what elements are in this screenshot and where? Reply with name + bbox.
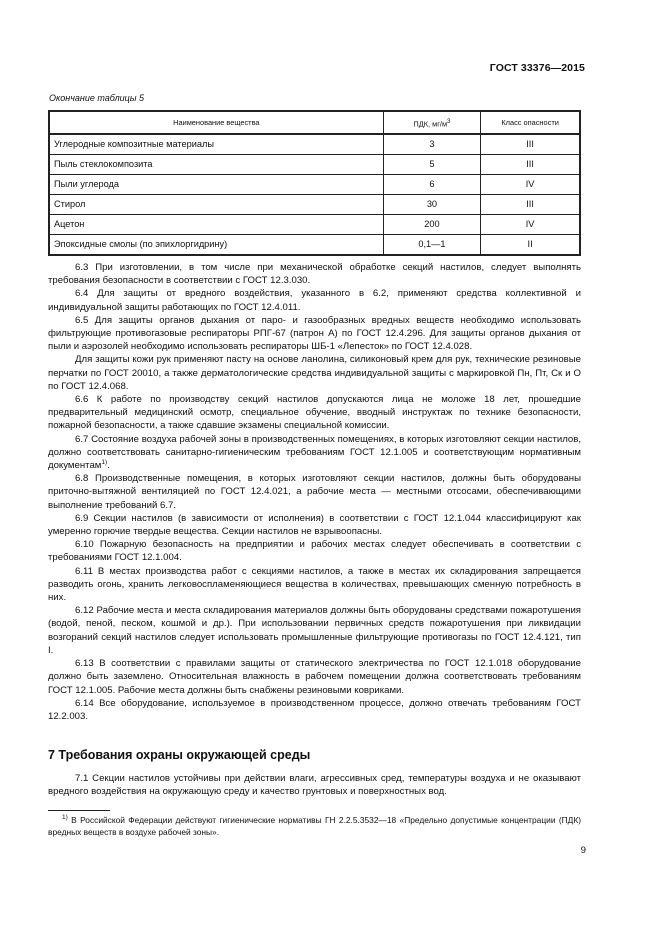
paragraph-6-7 — [48, 433, 581, 473]
page-number: 9 — [580, 845, 586, 856]
paragraph-6-8: 6.8 Производственные помещения, в которых изготовляют секции настилов, должны быть оборудованы приточно-вытяжной вентиляцией по ГОСТ 12.4.021, а рабочие места — местными отсосами, обеспечивающими выполнение требований 6.7. — [48, 473, 581, 511]
footnote-paragraph — [48, 815, 581, 838]
document-standard-header: ГОСТ 33376—2015 — [489, 62, 585, 74]
substance-name: Ацетон — [49, 215, 383, 235]
table-header-row — [49, 111, 580, 134]
paragraph-6-10: 6.10 Пожарную безопасность на предприятии и рабочих местах следует обеспечивать в соответствии с требованиями ГОСТ 12.1.004. — [48, 539, 581, 564]
paragraph-6-6: 6.6 К работе по производству секций настилов допускаются лица не моложе 18 лет, прошедшие предварительный медицинский осмотр, специальное обучение, вводный инструктаж по технике безопасности, пожарной безопасности, а также сдавшие экзамены специальной комиссии. — [48, 394, 581, 432]
hazard-class: III — [481, 195, 580, 215]
column-header-substance: Наименование вещества — [49, 111, 383, 134]
substance-name: Эпоксидные смолы (по эпихлоргидрину) — [49, 235, 383, 256]
paragraph-6-11: 6.11 В местах производства работ с секциями настилов, а также в местах их складирования запрещается разводить огонь, хранить легковоспламеняющиеся вещества в количествах, превышающих сменную потребность в них. — [48, 565, 581, 604]
substances-table — [48, 110, 581, 256]
column-header-pdk — [383, 111, 481, 134]
paragraph-7-1: 7.1 Секции настилов устойчивы при действии влаги, агрессивных сред, температуры воздуха и не оказывают вредного воздействия на окружающую среду и качество грунтовых и поверхностных вод. — [48, 773, 581, 798]
section-6-body — [48, 261, 581, 723]
paragraph-6-7-end: . — [107, 460, 110, 472]
pdk-unit-exponent: 3 — [447, 118, 451, 125]
footnote-divider — [48, 810, 110, 811]
paragraph-6-14: 6.14 Все оборудование, используемое в производственном процессе, должно отвечать требованиям ГОСТ 12.2.003. — [48, 697, 581, 722]
hazard-class: IV — [481, 215, 580, 235]
section-7-body — [48, 772, 581, 798]
pdk-value: 0,1—1 — [383, 235, 481, 256]
table-row — [49, 134, 580, 155]
footnote-text: В Российской Федерации действуют гигиенические нормативы ГН 2.2.5.3532—18 «Предельно допустимые концентрации (ПДК) вредных веществ в воздухе рабочей зоны». — [48, 815, 581, 837]
paragraph-skin-protection: Для защиты кожи рук применяют пасту на основе ланолина, силиконовый крем для рук, технические резиновые перчатки по ГОСТ 20010, а также дерматологические средства индивидуальной защиты с маркировкой Пн, Пт, Ск и О по ГОСТ 12.4.068. — [48, 354, 581, 392]
hazard-class: II — [481, 235, 580, 256]
table-row — [49, 175, 580, 195]
table-row — [49, 215, 580, 235]
pdk-value: 200 — [383, 215, 481, 235]
substance-name: Пыль стеклокомпозита — [49, 155, 383, 175]
pdk-value: 3 — [383, 134, 481, 155]
column-header-hazard-class: Класс опасности — [481, 111, 580, 134]
substance-name: Пыли углерода — [49, 175, 383, 195]
paragraph-6-9: 6.9 Секции настилов (в зависимости от исполнения) в соответствии с ГОСТ 12.1.044 классифицируют как умеренно горючие твердые вещества. Секции настилов не взрывоопасны. — [48, 512, 581, 538]
table-caption: Окончание таблицы 5 — [49, 93, 144, 103]
pdk-value: 5 — [383, 155, 481, 175]
footnote — [48, 815, 581, 838]
paragraph-6-13: 6.13 В соответствии с правилами защиты от статического электричества по ГОСТ 12.1.018 оборудование должно быть заземлено. Относительная влажность в рабочем помещении должна соответствовать требованиям ГОСТ 12.1.005. Рабочие места должны быть снабжены резиновыми ковриками. — [48, 658, 581, 696]
section-7-title: 7 Требования охраны окружающей среды — [48, 748, 311, 762]
paragraph-6-7-text: 6.7 Состояние воздуха рабочей зоны в производственных помещениях, в которых изготовляют секции настилов, должно соответствовать санитарно-гигиеническим требованиям ГОСТ 12.1.005 и соответствующим нормативным документам — [48, 433, 581, 472]
hazard-class: III — [481, 155, 580, 175]
pdk-value: 6 — [383, 175, 481, 195]
table-row — [49, 235, 580, 256]
hazard-class: IV — [481, 175, 580, 195]
paragraph-6-5: 6.5 Для защиты органов дыхания от паро- и газообразных вредных веществ необходимо использовать фильтрующие противогазовые респираторы РПГ-67 (патрон А) по ГОСТ 12.4.296. Для защиты органов дыхания от пыли и аэрозолей необходимо использовать респираторы ШБ-1 «Лепесток» по ГОСТ 12.4.028. — [48, 314, 581, 353]
substance-name: Углеродные композитные материалы — [49, 134, 383, 155]
footnote-reference: 1) — [101, 458, 108, 466]
table-row — [49, 195, 580, 215]
substance-name: Стирол — [49, 195, 383, 215]
paragraph-6-4: 6.4 Для защиты от вредного воздействия, указанного в 6.2, применяют средства коллективной и индивидуальной защиты работающих по ГОСТ 12.4.011. — [48, 288, 581, 313]
paragraph-6-3: 6.3 При изготовлении, в том числе при механической обработке секций настилов, следует выполнять требования безопасности в соответствии с ГОСТ 12.3.030. — [48, 262, 581, 287]
table-row — [49, 155, 580, 175]
paragraph-6-12: 6.12 Рабочие места и места складирования материалов должны быть оборудованы средствами пожаротушения (водой, пеной, песком, кошмой и др.). При использовании первичных средств пожаротушения при ликвидации возгораний секций настилов следует использовать промышленные фильтрующие противогазы по ГОСТ 12.4.121, тип I. — [48, 605, 581, 656]
footnote-mark: 1) — [62, 814, 68, 822]
pdk-unit-label: ПДК, мг/м — [413, 119, 448, 129]
pdk-value: 30 — [383, 195, 481, 215]
hazard-class: III — [481, 134, 580, 155]
